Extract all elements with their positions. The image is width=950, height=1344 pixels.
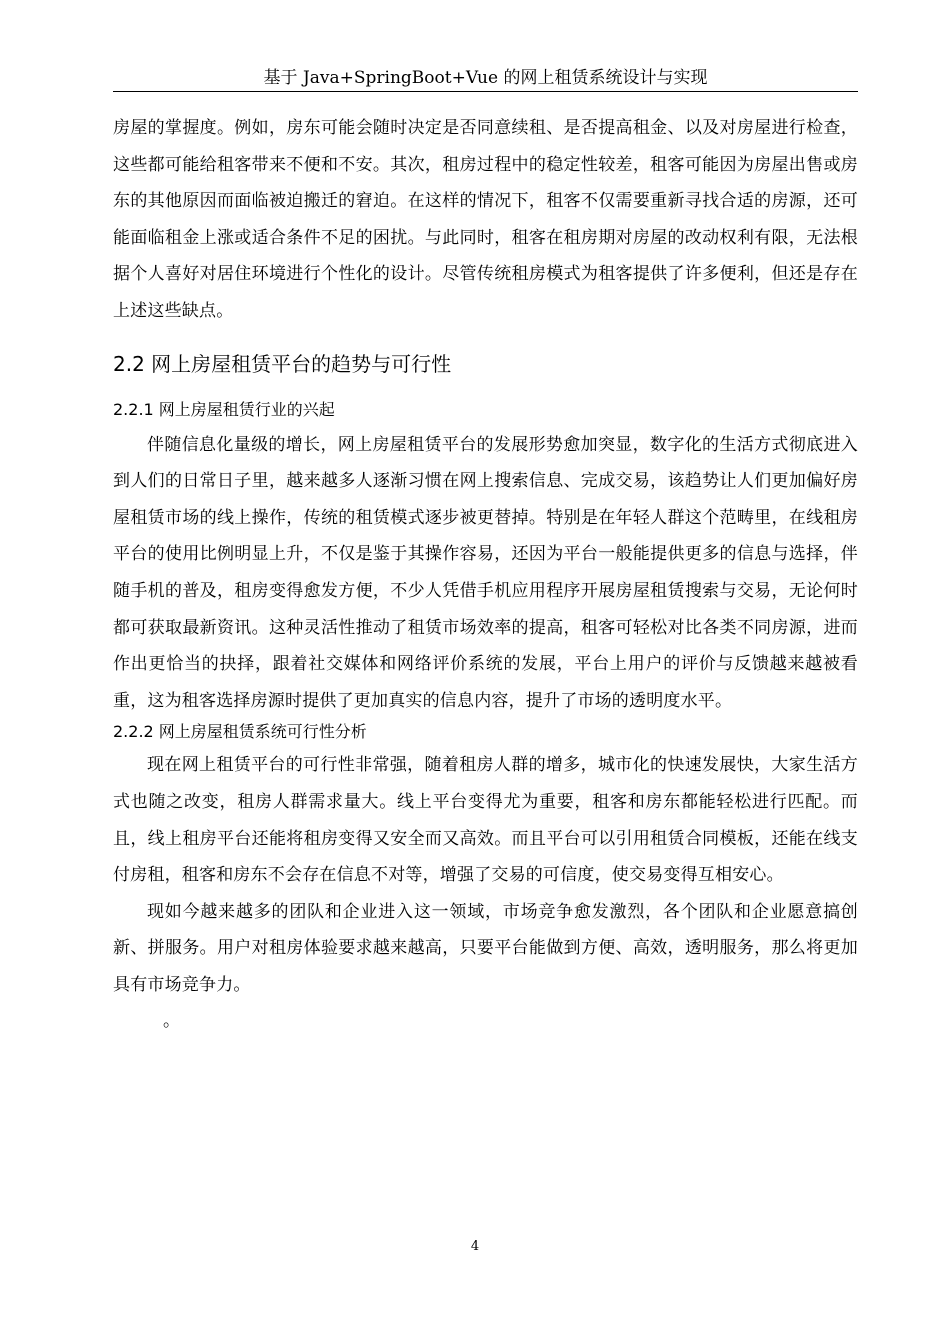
- section-heading-2-2: 2.2 网上房屋租赁平台的趋势与可行性: [113, 351, 452, 376]
- header-rule: [113, 91, 858, 92]
- paragraph-feasibility: 现在网上租赁平台的可行性非常强，随着租房人群的增多，城市化的快速发展快，大家生活方式也随之改变，租房人群需求量大。线上平台变得尤为重要，租客和房东都能轻松进行匹配。而且，线上租房平台还能将租房变得又安全而又高效。而且平台可以引用租赁合同模板，还能在线支付房租，租客和房东不会存在信息不对等，增强了交易的可信度，使交易变得互相安心。: [113, 755, 858, 886]
- page-number: 4: [470, 1239, 480, 1254]
- paragraph-continuation: 房屋的掌握度。例如，房东可能会随时决定是否同意续租、是否提高租金、以及对房屋进行检查，这些都可能给租客带来不便和不安。其次，租房过程中的稳定性较差，租客可能因为房屋出售或房东的其他原因而面临被迫搬迁的窘迫。在这样的情况下，租客不仅需要重新寻找合适的房源，还可能面临租金上涨或适合条件不足的困扰。与此同时，租客在租房期对房屋的改动权利有限，无法根据个人喜好对居住环境进行个性化的设计。尽管传统租房模式为租客提供了许多便利，但还是存在上述这些缺点。: [113, 118, 858, 321]
- running-header: 基于 Java+SpringBoot+Vue 的网上租赁系统设计与实现: [263, 68, 708, 88]
- subsection-heading-2-2-1: 2.2.1 网上房屋租赁行业的兴起: [113, 399, 335, 419]
- paragraph-trailing-mark: 。: [163, 1011, 180, 1032]
- paragraph-industry-rise: 伴随信息化量级的增长，网上房屋租赁平台的发展形势愈加突显，数字化的生活方式彻底进入到人们的日常日子里，越来越多人逐渐习惯在网上搜索信息、完成交易，该趋势让人们更加偏好房屋租赁市场的线上操作，传统的租赁模式逐步被更替掉。特别是在年轻人群这个范畴里，在线租房平台的使用比例明显上升，不仅是鉴于其操作容易，还因为平台一般能提供更多的信息与选择，伴随手机的普及，租房变得愈发方便，不少人凭借手机应用程序开展房屋租赁搜索与交易，无论何时都可获取最新资讯。这种灵活性推动了租赁市场效率的提高，租客可轻松对比各类不同房源，进而作出更恰当的抉择，跟着社交媒体和网络评价系统的发展，平台上用户的评价与反馈越来越被看重，这为租客选择房源时提供了更加真实的信息内容，提升了市场的透明度水平。: [113, 434, 858, 711]
- page-body: [113, 110, 858, 1040]
- paragraph-competition: 现如今越来越多的团队和企业进入这一领域，市场竞争愈发激烈，各个团队和企业愿意搞创新、拼服务。用户对租房体验要求越来越高，只要平台能做到方便、高效，透明服务，那么将更加具有市场竞争力。: [113, 901, 858, 995]
- subsection-heading-2-2-2: 2.2.2 网上房屋租赁系统可行性分析: [113, 722, 367, 742]
